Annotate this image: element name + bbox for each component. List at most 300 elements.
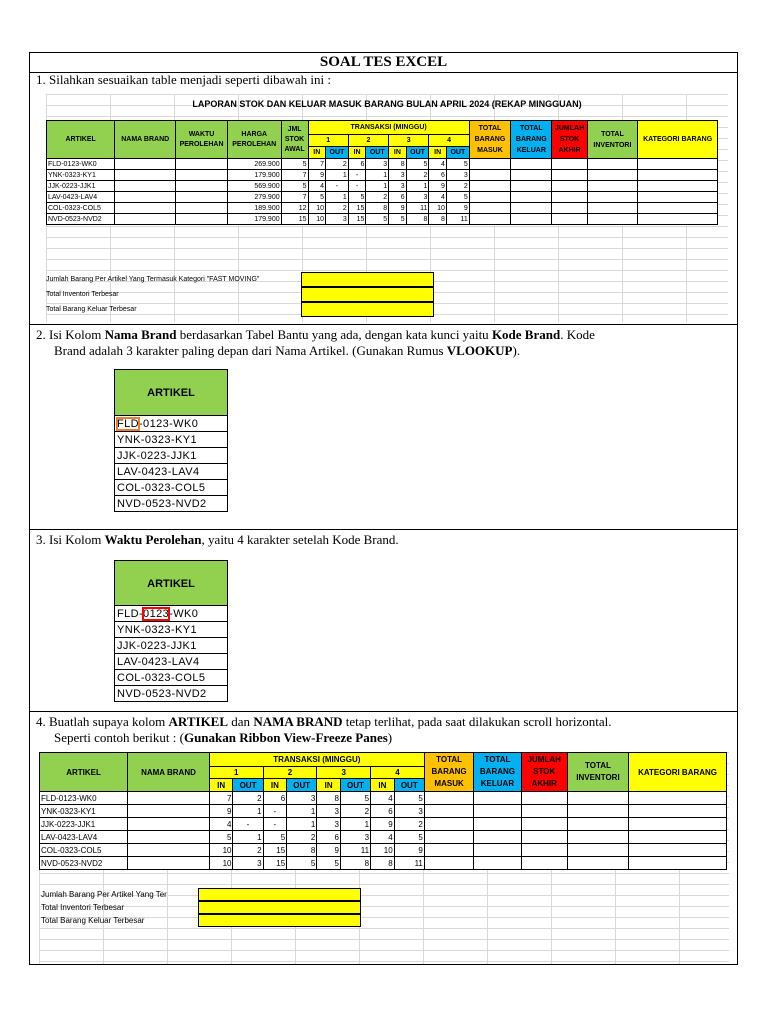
- q4-bold-3: Gunakan Ribbon View-Freeze Panes: [183, 730, 388, 745]
- artikel-box-3: [114, 560, 228, 702]
- cell-transaksi[interactable]: 1: [340, 818, 370, 831]
- cell-transaksi[interactable]: 9: [209, 805, 233, 818]
- cell-waktu[interactable]: [176, 170, 228, 181]
- cell-transaksi[interactable]: 5: [317, 857, 341, 870]
- cell-transaksi[interactable]: 8: [371, 857, 395, 870]
- cell-empty[interactable]: [521, 831, 567, 844]
- artikel-text: COL-0323-COL5: [117, 482, 206, 494]
- cell-transaksi[interactable]: 2: [287, 831, 317, 844]
- cell-transaksi[interactable]: 3: [340, 831, 370, 844]
- cell-transaksi[interactable]: 10: [209, 857, 233, 870]
- cell-transaksi[interactable]: 2: [326, 203, 349, 214]
- artikel-text: -0123-WK0: [138, 418, 199, 430]
- q2-text-3: ).: [512, 343, 521, 358]
- cell-empty[interactable]: [511, 203, 552, 214]
- cell-transaksi[interactable]: 2: [326, 159, 349, 170]
- col-total-keluar: TOTAL BARANG KELUAR: [511, 121, 552, 159]
- cell-transaksi[interactable]: 5: [263, 831, 287, 844]
- cell-transaksi[interactable]: 8: [317, 792, 341, 805]
- cell-empty[interactable]: [474, 805, 521, 818]
- week-4: 4: [429, 135, 469, 147]
- artikel-row: [114, 448, 228, 464]
- q3-bold-1: Waktu Perolehan: [104, 532, 202, 547]
- cell-empty[interactable]: [552, 159, 587, 170]
- cell-transaksi[interactable]: 5: [406, 159, 429, 170]
- cell-transaksi[interactable]: 3: [366, 159, 389, 170]
- col-artikel: ARTIKEL: [47, 121, 115, 159]
- cell-waktu[interactable]: [176, 159, 228, 170]
- cell-transaksi[interactable]: 3: [446, 170, 469, 181]
- cell-transaksi[interactable]: 5: [394, 792, 424, 805]
- cell-empty[interactable]: [629, 805, 727, 818]
- cell-empty[interactable]: [638, 192, 718, 203]
- cell-transaksi[interactable]: 5: [209, 831, 233, 844]
- artikel-row: NVD-0523-NVD2: [114, 686, 228, 702]
- cell-empty[interactable]: [567, 792, 628, 805]
- cell-stok[interactable]: 5: [281, 181, 308, 192]
- table-row: [47, 192, 718, 203]
- cell-stok[interactable]: 7: [281, 170, 308, 181]
- cell-transaksi[interactable]: 10: [371, 844, 395, 857]
- cell-transaksi[interactable]: 15: [263, 844, 287, 857]
- cell-harga[interactable]: 179.900: [227, 170, 281, 181]
- cell-artikel[interactable]: NVD-0523-NVD2: [40, 857, 128, 870]
- cell-transaksi[interactable]: 9: [308, 170, 326, 181]
- cell-empty[interactable]: [629, 857, 727, 870]
- cell-waktu[interactable]: [176, 214, 228, 225]
- cell-transaksi[interactable]: 11: [446, 214, 469, 225]
- in-header: IN: [429, 147, 447, 159]
- cell-transaksi[interactable]: 3: [389, 170, 407, 181]
- cell-transaksi[interactable]: 9: [429, 181, 447, 192]
- artikel-row: COL-0323-COL5: [114, 670, 228, 686]
- week-1: 1: [308, 135, 348, 147]
- cell-transaksi[interactable]: 15: [348, 214, 366, 225]
- q2-text-1: berdasarkan Tabel Bantu yang ada, dengan kata kunci yaitu: [176, 327, 492, 342]
- cell-empty[interactable]: [552, 181, 587, 192]
- stock-table: [46, 120, 718, 225]
- cell-transaksi[interactable]: 8: [406, 214, 429, 225]
- cell-transaksi[interactable]: 1: [287, 805, 317, 818]
- cell-artikel[interactable]: NVD-0523-NVD2: [47, 214, 115, 225]
- cell-empty[interactable]: [587, 170, 638, 181]
- table-row: [40, 844, 727, 857]
- cell-empty[interactable]: [629, 844, 727, 857]
- cell-empty[interactable]: [424, 792, 473, 805]
- cell-transaksi[interactable]: 6: [389, 192, 407, 203]
- cell-nama-brand[interactable]: [115, 203, 176, 214]
- table-row: [47, 159, 718, 170]
- cell-artikel[interactable]: FLD-0123-WK0: [40, 792, 128, 805]
- cell-transaksi[interactable]: 9: [394, 844, 424, 857]
- cell-transaksi[interactable]: -: [348, 170, 366, 181]
- cell-empty[interactable]: [521, 792, 567, 805]
- cell-transaksi[interactable]: -: [263, 805, 287, 818]
- q2-line2: Brand adalah 3 karakter paling depan dari Nama Artikel. (Gunakan Rumus: [54, 343, 447, 358]
- cell-empty[interactable]: [469, 192, 510, 203]
- cell-transaksi[interactable]: 3: [326, 214, 349, 225]
- out-header: OUT: [446, 147, 469, 159]
- cell-empty[interactable]: [469, 214, 510, 225]
- highlight-waktu: 0123: [143, 608, 170, 620]
- cell-transaksi[interactable]: 2: [446, 181, 469, 192]
- cell-empty[interactable]: [552, 203, 587, 214]
- cell-stok[interactable]: 5: [281, 159, 308, 170]
- artikel-text: NVD-0523-NVD2: [117, 498, 207, 510]
- cell-harga[interactable]: 269.900: [227, 159, 281, 170]
- in-header: IN: [389, 147, 407, 159]
- cell-transaksi[interactable]: 3: [233, 857, 263, 870]
- cell-transaksi[interactable]: 3: [394, 805, 424, 818]
- cell-transaksi[interactable]: 1: [366, 181, 389, 192]
- cell-transaksi[interactable]: 3: [389, 181, 407, 192]
- cell-nama-brand[interactable]: [115, 159, 176, 170]
- cell-transaksi[interactable]: 11: [394, 857, 424, 870]
- cell-empty[interactable]: [474, 857, 521, 870]
- q4-line2: Seperti contoh berikut : (: [54, 730, 184, 745]
- cell-transaksi[interactable]: 2: [394, 818, 424, 831]
- cell-empty[interactable]: [511, 170, 552, 181]
- cell-empty[interactable]: [587, 181, 638, 192]
- in-header: IN: [209, 779, 233, 792]
- cell-transaksi[interactable]: 3: [317, 805, 341, 818]
- cell-empty[interactable]: [424, 844, 473, 857]
- cell-transaksi[interactable]: 6: [317, 831, 341, 844]
- cell-transaksi[interactable]: 3: [287, 792, 317, 805]
- question-3-text: [30, 530, 737, 548]
- cell-artikel[interactable]: COL-0323-COL5: [47, 203, 115, 214]
- cell-nama-brand[interactable]: [128, 844, 210, 857]
- cell-nama-brand[interactable]: [128, 857, 210, 870]
- cell-empty[interactable]: [424, 831, 473, 844]
- cell-transaksi[interactable]: 3: [406, 192, 429, 203]
- cell-stok[interactable]: 12: [281, 203, 308, 214]
- cell-empty[interactable]: [638, 159, 718, 170]
- cell-empty[interactable]: [638, 181, 718, 192]
- q2-text-2: . Kode: [560, 327, 595, 342]
- cell-transaksi[interactable]: -: [263, 818, 287, 831]
- cell-transaksi[interactable]: 2: [406, 170, 429, 181]
- cell-empty[interactable]: [567, 844, 628, 857]
- cell-stok[interactable]: 7: [281, 192, 308, 203]
- table-row: [40, 818, 727, 831]
- cell-nama-brand[interactable]: [128, 792, 210, 805]
- cell-empty[interactable]: [552, 192, 587, 203]
- table-row: [40, 792, 727, 805]
- cell-waktu[interactable]: [176, 192, 228, 203]
- cell-artikel[interactable]: YNK-0323-KY1: [47, 170, 115, 181]
- cell-empty[interactable]: [567, 857, 628, 870]
- cell-transaksi[interactable]: 6: [429, 170, 447, 181]
- cell-transaksi[interactable]: 8: [389, 159, 407, 170]
- artikel-prefix: FLD-: [117, 608, 144, 620]
- cell-empty[interactable]: [638, 170, 718, 181]
- cell-transaksi[interactable]: 5: [287, 857, 317, 870]
- out-header: OUT: [326, 147, 349, 159]
- col-jumlah-stok: JUMLAH STOK AKHIR: [521, 753, 567, 792]
- cell-transaksi[interactable]: 4: [371, 792, 395, 805]
- cell-transaksi[interactable]: 4: [308, 181, 326, 192]
- cell-transaksi[interactable]: 1: [233, 805, 263, 818]
- col-nama-brand: NAMA BRAND: [128, 753, 210, 792]
- cell-transaksi[interactable]: 7: [209, 792, 233, 805]
- out-header: OUT: [406, 147, 429, 159]
- cell-transaksi[interactable]: 10: [308, 203, 326, 214]
- cell-transaksi[interactable]: 2: [366, 192, 389, 203]
- cell-transaksi[interactable]: -: [348, 181, 366, 192]
- col-harga-perolehan: HARGA PEROLEHAN: [227, 121, 281, 159]
- cell-transaksi[interactable]: 9: [317, 844, 341, 857]
- artikel-row: [114, 464, 228, 480]
- cell-stok[interactable]: 15: [281, 214, 308, 225]
- cell-empty[interactable]: [469, 159, 510, 170]
- cell-transaksi[interactable]: 5: [308, 192, 326, 203]
- cell-empty[interactable]: [521, 857, 567, 870]
- cell-empty[interactable]: [511, 192, 552, 203]
- summary-label: Jumlah Barang Per Artikel Yang Termasuk Kategori "FAST MOVING": [46, 276, 260, 283]
- col-waktu-perolehan: WAKTU PEROLEHAN: [176, 121, 228, 159]
- cell-transaksi[interactable]: 1: [287, 818, 317, 831]
- sheet-title: LAPORAN STOK DAN KELUAR MASUK BARANG BULAN APRIL 2024 (REKAP MINGGUAN): [192, 99, 582, 109]
- cell-artikel[interactable]: FLD-0123-WK0: [47, 159, 115, 170]
- col-transaksi: TRANSAKSI (MINGGU): [209, 753, 424, 767]
- cell-transaksi[interactable]: 5: [366, 214, 389, 225]
- in-header: IN: [263, 779, 287, 792]
- summary-cell[interactable]: [198, 914, 361, 927]
- week-2: 2: [348, 135, 388, 147]
- cell-nama-brand[interactable]: [115, 170, 176, 181]
- cell-empty[interactable]: [424, 818, 473, 831]
- cell-transaksi[interactable]: 2: [233, 792, 263, 805]
- cell-transaksi[interactable]: -: [233, 818, 263, 831]
- cell-empty[interactable]: [638, 214, 718, 225]
- week-2: 2: [263, 767, 317, 779]
- cell-transaksi[interactable]: 6: [263, 792, 287, 805]
- q4-text-3: ): [387, 730, 393, 745]
- artikel-row: LAV-0423-LAV4: [114, 654, 228, 670]
- cell-transaksi[interactable]: 9: [389, 203, 407, 214]
- cell-artikel[interactable]: JJK-0223-JJK1: [47, 181, 115, 192]
- cell-empty[interactable]: [521, 805, 567, 818]
- cell-transaksi[interactable]: 9: [446, 203, 469, 214]
- cell-empty[interactable]: [567, 831, 628, 844]
- table-row: [40, 857, 727, 870]
- section-3: [30, 529, 737, 712]
- cell-empty[interactable]: [469, 181, 510, 192]
- cell-transaksi[interactable]: 10: [308, 214, 326, 225]
- question-1-text: 1. Silahkan sesuaikan table menjadi seperti dibawah ini :: [36, 72, 331, 87]
- out-header: OUT: [233, 779, 263, 792]
- section-4: [30, 711, 737, 966]
- week-1: 1: [209, 767, 263, 779]
- table-row: [40, 831, 727, 844]
- artikel-suffix: -WK0: [169, 608, 199, 620]
- summary-label: Total Barang Keluar Terbesar: [46, 306, 137, 313]
- artikel-text: YNK-0323-KY1: [117, 434, 198, 446]
- cell-transaksi[interactable]: 5: [340, 792, 370, 805]
- cell-empty[interactable]: [587, 214, 638, 225]
- cell-empty[interactable]: [629, 792, 727, 805]
- cell-empty[interactable]: [511, 214, 552, 225]
- cell-empty[interactable]: [629, 818, 727, 831]
- cell-empty[interactable]: [587, 159, 638, 170]
- col-total-masuk: TOTAL BARANG MASUK: [469, 121, 510, 159]
- in-header: IN: [371, 779, 395, 792]
- col-kategori: KATEGORI BARANG: [629, 753, 727, 792]
- out-header: OUT: [287, 779, 317, 792]
- artikel-text: LAV-0423-LAV4: [117, 466, 200, 478]
- cell-transaksi[interactable]: 8: [287, 844, 317, 857]
- in-header: IN: [308, 147, 326, 159]
- cell-transaksi[interactable]: 6: [348, 159, 366, 170]
- col-total-inventori: TOTAL INVENTORI: [587, 121, 638, 159]
- table-row: [47, 214, 718, 225]
- question-4-text: [30, 712, 737, 746]
- summary-label: Total Inventori Terbesar: [46, 291, 119, 298]
- week-3: 3: [389, 135, 429, 147]
- cell-transaksi[interactable]: 10: [209, 844, 233, 857]
- col-total-masuk: TOTAL BARANG MASUK: [424, 753, 473, 792]
- cell-nama-brand[interactable]: [128, 805, 210, 818]
- freeze-table: [39, 752, 727, 870]
- cell-transaksi[interactable]: 8: [340, 857, 370, 870]
- cell-empty[interactable]: [629, 831, 727, 844]
- cell-empty[interactable]: [469, 203, 510, 214]
- cell-empty[interactable]: [587, 203, 638, 214]
- cell-harga[interactable]: 569.900: [227, 181, 281, 192]
- cell-transaksi[interactable]: 15: [348, 203, 366, 214]
- artikel-box-head: ARTIKEL: [114, 369, 228, 416]
- cell-transaksi[interactable]: 5: [348, 192, 366, 203]
- cell-empty[interactable]: [521, 818, 567, 831]
- q4-bold-1: ARTIKEL: [168, 714, 229, 729]
- summary-cell[interactable]: [301, 287, 434, 302]
- col-nama-brand: NAMA BRAND: [115, 121, 176, 159]
- cell-empty[interactable]: [511, 181, 552, 192]
- cell-transaksi[interactable]: 8: [429, 214, 447, 225]
- cell-empty[interactable]: [474, 792, 521, 805]
- cell-transaksi[interactable]: 1: [326, 170, 349, 181]
- cell-nama-brand[interactable]: [128, 831, 210, 844]
- col-jumlah-stok: JUMLAH STOK AKHIR: [552, 121, 587, 159]
- cell-empty[interactable]: [424, 805, 473, 818]
- cell-empty[interactable]: [552, 170, 587, 181]
- cell-transaksi[interactable]: 1: [366, 170, 389, 181]
- cell-artikel[interactable]: COL-0323-COL5: [40, 844, 128, 857]
- cell-harga[interactable]: 279.900: [227, 192, 281, 203]
- summary-cell[interactable]: [198, 888, 361, 901]
- cell-artikel[interactable]: JJK-0223-JJK1: [40, 818, 128, 831]
- cell-waktu[interactable]: [176, 181, 228, 192]
- document-page: [29, 52, 738, 965]
- table-row: [40, 805, 727, 818]
- week-4: 4: [371, 767, 425, 779]
- q4-text-1: dan: [228, 714, 254, 729]
- cell-empty[interactable]: [567, 818, 628, 831]
- cell-transaksi[interactable]: 9: [371, 818, 395, 831]
- q3-text-1: , yaitu 4 karakter setelah Kode Brand.: [201, 532, 399, 547]
- cell-transaksi[interactable]: 4: [209, 818, 233, 831]
- cell-harga[interactable]: 189.900: [227, 203, 281, 214]
- artikel-row: [114, 480, 228, 496]
- q4-num: 4. Buatlah supaya kolom: [36, 714, 169, 729]
- question-2-text: [30, 325, 737, 359]
- q2-bold-3: VLOOKUP: [446, 343, 513, 358]
- cell-transaksi[interactable]: 4: [429, 159, 447, 170]
- col-total-inventori: TOTAL INVENTORI: [567, 753, 628, 792]
- cell-nama-brand[interactable]: [115, 192, 176, 203]
- cell-transaksi[interactable]: 8: [366, 203, 389, 214]
- cell-transaksi[interactable]: 2: [340, 805, 370, 818]
- cell-transaksi[interactable]: -: [326, 181, 349, 192]
- cell-transaksi[interactable]: 5: [446, 159, 469, 170]
- cell-empty[interactable]: [424, 857, 473, 870]
- cell-transaksi[interactable]: 7: [308, 159, 326, 170]
- q4-text-2: tetap terlihat, pada saat dilakukan scroll horizontal.: [342, 714, 612, 729]
- cell-transaksi[interactable]: 1: [406, 181, 429, 192]
- artikel-box-2: [114, 369, 228, 512]
- artikel-row: [114, 416, 228, 432]
- col-artikel: ARTIKEL: [40, 753, 128, 792]
- cell-empty[interactable]: [474, 844, 521, 857]
- cell-harga[interactable]: 179.900: [227, 214, 281, 225]
- cell-empty[interactable]: [567, 805, 628, 818]
- cell-nama-brand[interactable]: [115, 214, 176, 225]
- cell-transaksi[interactable]: 4: [371, 831, 395, 844]
- cell-transaksi[interactable]: 6: [371, 805, 395, 818]
- cell-transaksi[interactable]: 2: [233, 844, 263, 857]
- spreadsheet-1: [46, 94, 728, 322]
- cell-transaksi[interactable]: 5: [394, 831, 424, 844]
- out-header: OUT: [394, 779, 424, 792]
- cell-nama-brand[interactable]: [115, 181, 176, 192]
- cell-empty[interactable]: [638, 203, 718, 214]
- cell-transaksi[interactable]: 4: [429, 192, 447, 203]
- summary-block-4: [41, 888, 201, 927]
- cell-transaksi[interactable]: 1: [233, 831, 263, 844]
- cell-artikel[interactable]: YNK-0323-KY1: [40, 805, 128, 818]
- cell-waktu[interactable]: [176, 203, 228, 214]
- table-row: [47, 170, 718, 181]
- cell-nama-brand[interactable]: [128, 818, 210, 831]
- summary-cell[interactable]: [301, 272, 434, 287]
- summary-cell[interactable]: [198, 901, 361, 914]
- col-kategori: KATEGORI BARANG: [638, 121, 718, 159]
- cell-transaksi[interactable]: 5: [446, 192, 469, 203]
- q2-bold-2: Kode Brand: [491, 327, 561, 342]
- cell-transaksi[interactable]: 15: [263, 857, 287, 870]
- cell-transaksi[interactable]: 11: [340, 844, 370, 857]
- cell-artikel[interactable]: LAV-0423-LAV4: [47, 192, 115, 203]
- cell-empty[interactable]: [469, 170, 510, 181]
- in-header: IN: [348, 147, 366, 159]
- cell-artikel[interactable]: LAV-0423-LAV4: [40, 831, 128, 844]
- cell-transaksi[interactable]: 11: [406, 203, 429, 214]
- cell-transaksi[interactable]: 5: [389, 214, 407, 225]
- cell-transaksi[interactable]: 1: [326, 192, 349, 203]
- summary-label: Total Inventori Terbesar: [41, 903, 125, 912]
- cell-empty[interactable]: [474, 818, 521, 831]
- cell-transaksi[interactable]: 3: [317, 818, 341, 831]
- cell-empty[interactable]: [511, 159, 552, 170]
- cell-empty[interactable]: [474, 831, 521, 844]
- cell-empty[interactable]: [521, 844, 567, 857]
- cell-transaksi[interactable]: 10: [429, 203, 447, 214]
- cell-empty[interactable]: [587, 192, 638, 203]
- cell-empty[interactable]: [552, 214, 587, 225]
- section-2: [30, 324, 737, 530]
- summary-cell[interactable]: [301, 302, 434, 317]
